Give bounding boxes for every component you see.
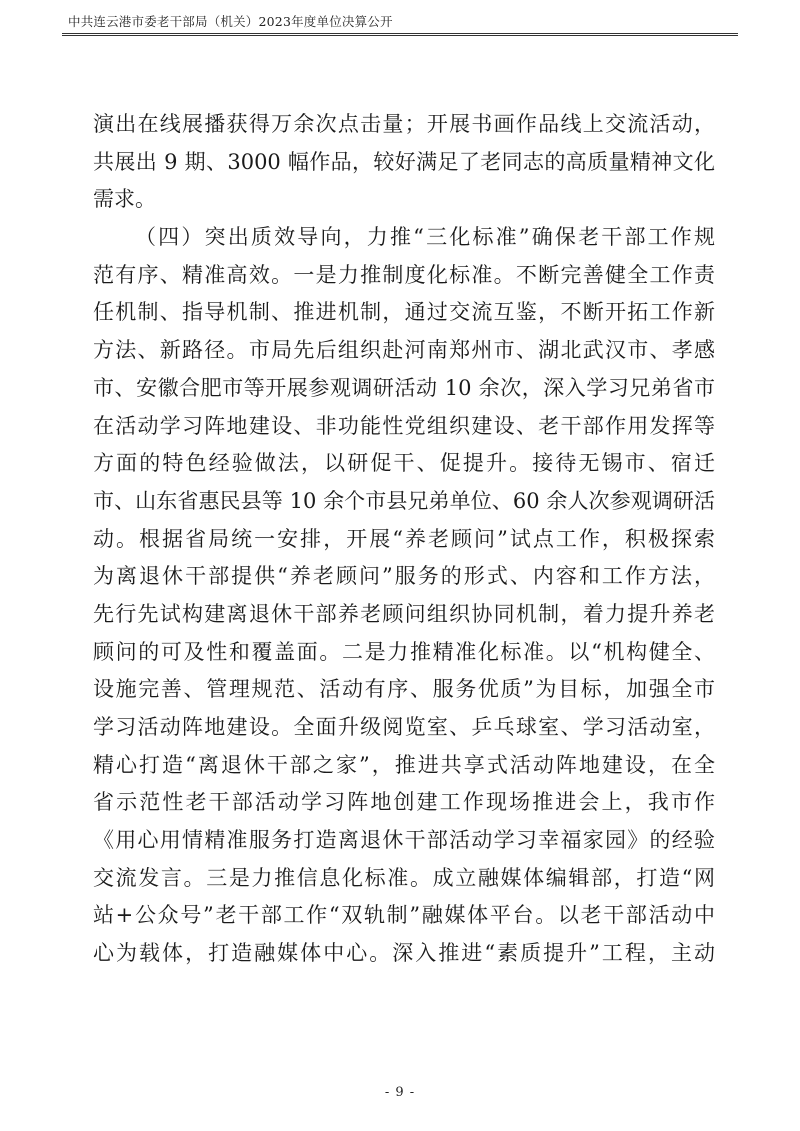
body-line: 站+公众号”老干部工作“双轨制”融媒体平台。以老干部活动中 <box>93 903 715 928</box>
body-line: 方法、新路径。市局先后组织赴河南郑州市、湖北武汉市、孝感 <box>93 338 715 363</box>
body-line: 省示范性老干部活动学习阵地创建工作现场推进会上，我市作 <box>93 790 715 815</box>
body-line: 顾问的可及性和覆盖面。二是力推精准化标准。以“机构健全、 <box>93 639 715 664</box>
header-divider-top <box>62 33 738 34</box>
body-line: 任机制、指导机制、推进机制，通过交流互鉴，不断开拓工作新 <box>93 300 715 325</box>
body-line: 需求。 <box>93 187 156 212</box>
document-body <box>93 106 715 973</box>
body-line: 共展出 9 期、3000 幅作品，较好满足了老同志的高质量精神文化 <box>93 149 715 174</box>
body-line: 市、山东省惠民县等 10 余个市县兄弟单位、60 余人次参观调研活 <box>93 488 715 513</box>
section-heading-line: （四）突出质效导向，力推“三化标准”确保老干部工作规 <box>135 225 715 250</box>
body-line: 交流发言。三是力推信息化标准。成立融媒体编辑部，打造“网 <box>93 865 715 890</box>
body-line: 动。根据省局统一安排，开展“养老顾问”试点工作，积极探索 <box>93 526 715 551</box>
body-line: 范有序、精准高效。一是力推制度化标准。不断完善健全工作责 <box>93 262 715 287</box>
body-line: 设施完善、管理规范、活动有序、服务优质”为目标，加强全市 <box>93 677 715 702</box>
body-line: 心为载体，打造融媒体中心。深入推进“素质提升”工程，主动 <box>93 941 715 966</box>
document-header-title: 中共连云港市委老干部局（机关）2023年度单位决算公开 <box>68 14 393 29</box>
body-line: 先行先试构建离退休干部养老顾问组织协同机制，着力提升养老 <box>93 601 715 626</box>
header-divider-bottom <box>62 35 738 36</box>
body-line: 《用心用情精准服务打造离退休干部活动学习幸福家园》的经验 <box>93 828 715 853</box>
body-line: 为离退休干部提供“养老顾问”服务的形式、内容和工作方法， <box>93 564 715 589</box>
body-line: 市、安徽合肥市等开展参观调研活动 10 余次，深入学习兄弟省市 <box>93 375 715 400</box>
body-line: 方面的特色经验做法，以研促干、促提升。接待无锡市、宿迁 <box>93 451 715 476</box>
body-line: 演出在线展播获得万余次点击量；开展书画作品线上交流活动， <box>93 112 715 136</box>
page-number: - 9 - <box>384 1085 416 1100</box>
body-line: 学习活动阵地建设。全面升级阅览室、乒乓球室、学习活动室， <box>93 715 715 739</box>
body-line: 精心打造“离退休干部之家”，推进共享式活动阵地建设，在全 <box>93 752 715 777</box>
body-line: 在活动学习阵地建设、非功能性党组织建设、老干部作用发挥等 <box>93 413 715 438</box>
